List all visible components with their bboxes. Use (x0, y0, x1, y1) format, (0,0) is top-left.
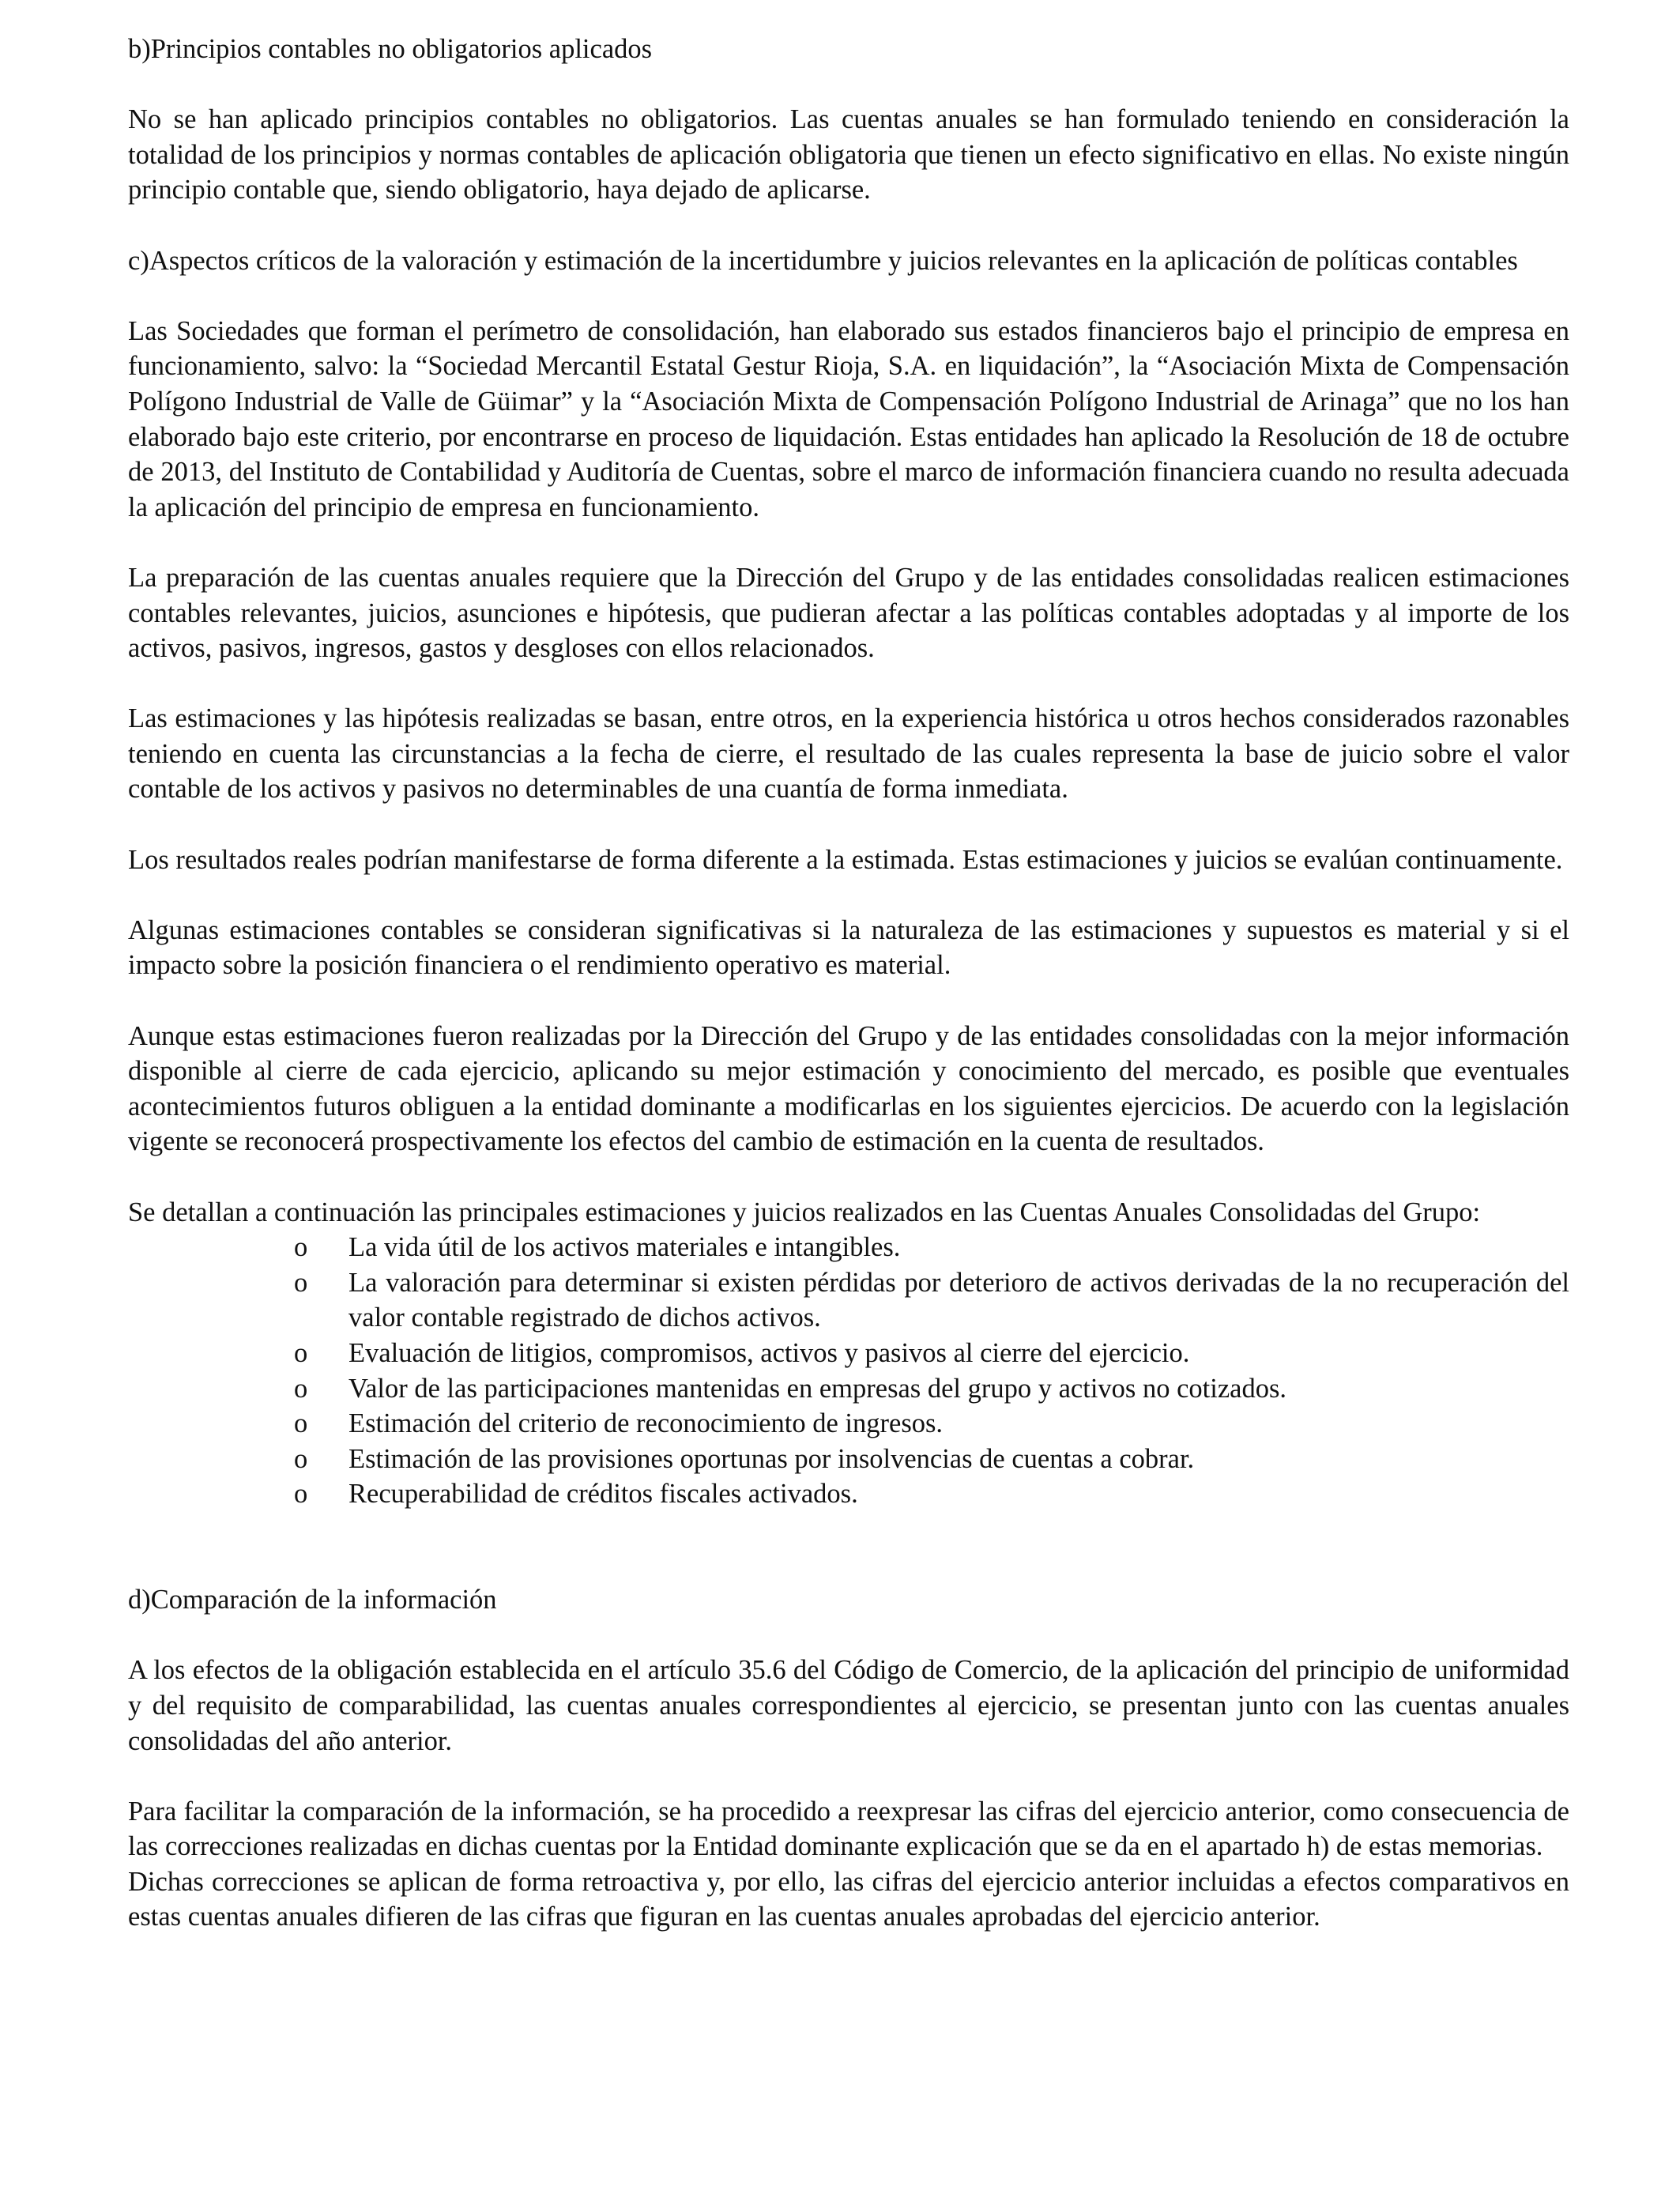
paragraph: A los efectos de la obligación establecida en el artículo 35.6 del Código de Comercio, de la aplicación del principio de uniformidad y del requisito de comparabilidad, las cuentas anuales correspondientes al ejercicio, se presentan junto con las cuentas anuales consolidadas del año anterior. (128, 1655, 1569, 1756)
list-item (128, 1476, 1569, 1512)
bullet-icon: o (294, 1479, 308, 1510)
list-item-text: Estimación de las provisiones oportunas por insolvencias de cuentas a cobrar. (348, 1443, 1195, 1474)
bullet-icon: o (294, 1232, 308, 1263)
list-item-text: Valor de las participaciones mantenidas en empresas del grupo y activos no cotizados. (348, 1373, 1286, 1404)
list-item-text: Estimación del criterio de reconocimiento de ingresos. (348, 1408, 944, 1439)
paragraph: Se detallan a continuación las principales estimaciones y juicios realizados en las Cuentas Anuales Consolidadas del Grupo: (128, 1197, 1481, 1227)
paragraph: Para facilitar la comparación de la información, se ha procedido a reexpresar las cifras del ejercicio anterior, como consecuencia de las correcciones realizadas en dichas cuentas por la Entidad dominante explicación que se da en el apartado h) de estas memorias. (128, 1796, 1569, 1862)
section-heading-c (128, 243, 1569, 279)
section-marker: d) (128, 1585, 151, 1615)
list-item-text: La valoración para determinar si existen pérdidas por deterioro de activos derivadas de la no recuperación del valor contable registrado de dichos activos. (348, 1267, 1569, 1333)
paragraph: No se han aplicado principios contables no obligatorios. Las cuentas anuales se han formulado teniendo en consideración la totalidad de los principios y normas contables de aplicación obligatoria que tienen un efecto significativo en ellas. No existe ningún principio contable que, siendo obligatorio, haya dejado de aplicarse. (128, 104, 1569, 205)
section-heading-b (128, 32, 1569, 67)
section-title: Aspectos críticos de la valoración y estimación de la incertidumbre y juicios relevantes en la aplicación de políticas contables (149, 245, 1518, 276)
paragraph: La preparación de las cuentas anuales requiere que la Dirección del Grupo y de las entidades consolidadas realicen estimaciones contables relevantes, juicios, asunciones e hipótesis, que pudieran afectar a las políticas contables adoptadas y al importe de los activos, pasivos, ingresos, gastos y desgloses con ellos relacionados. (128, 562, 1569, 664)
estimates-list (128, 1230, 1569, 1512)
list-item-text: La vida útil de los activos materiales e intangibles. (348, 1232, 901, 1263)
paragraph: Aunque estas estimaciones fueron realizadas por la Dirección del Grupo y de las entidades consolidadas con la mejor información disponible al cierre de cada ejercicio, aplicando su mejor estimación y conocimiento del mercado, es posible que eventuales acontecimientos futuros obliguen a la entidad dominante a modificarlas en los siguientes ejercicios. De acuerdo con la legislación vigente se reconocerá prospectivamente los efectos del cambio de estimación en la cuenta de resultados. (128, 1020, 1569, 1157)
section-title: Comparación de la información (150, 1585, 497, 1615)
bullet-icon: o (294, 1408, 308, 1439)
paragraph: Los resultados reales podrían manifestarse de forma diferente a la estimada. Estas estimaciones y juicios se evalúan continuamente. (128, 844, 1563, 875)
list-item (128, 1336, 1569, 1371)
section-marker: b) (128, 34, 151, 64)
section-title: Principios contables no obligatorios aplicados (150, 34, 653, 64)
list-item (128, 1442, 1569, 1477)
bullet-icon: o (294, 1373, 308, 1404)
paragraph: Las Sociedades que forman el perímetro de consolidación, han elaborado sus estados financieros bajo el principio de empresa en funcionamiento, salvo: la “Sociedad Mercantil Estatal Gestur Rioja, S.A. en liquidación”, la “Asociación Mixta de Compensación Polígono Industrial de Valle de Güimar” y la “Asociación Mixta de Compensación Polígono Industrial de Arinaga” que no los han elaborado bajo este criterio, por encontrarse en proceso de liquidación. Estas entidades han aplicado la Resolución de 18 de octubre de 2013, del Instituto de Contabilidad y Auditoría de Cuentas, sobre el marco de información financiera cuando no resulta adecuada la aplicación del principio de empresa en funcionamiento. (128, 315, 1569, 522)
section-marker: c) (128, 245, 149, 276)
list-item (128, 1406, 1569, 1442)
list-item (128, 1371, 1569, 1407)
list-item (128, 1265, 1569, 1336)
list-item (128, 1230, 1569, 1265)
paragraph: Dichas correcciones se aplican de forma retroactiva y, por ello, las cifras del ejercicio anterior incluidas a efectos comparativos en estas cuentas anuales difieren de las cifras que figuran en las cuentas anuales aprobadas del ejercicio anterior. (128, 1866, 1569, 1932)
bullet-icon: o (294, 1443, 308, 1474)
list-item-text: Recuperabilidad de créditos fiscales activados. (348, 1479, 858, 1510)
document-page (128, 32, 1569, 1935)
bullet-icon: o (294, 1267, 308, 1298)
section-heading-d (128, 1582, 1569, 1618)
list-item-text: Evaluación de litigios, compromisos, activos y pasivos al cierre del ejercicio. (348, 1337, 1190, 1368)
paragraph: Algunas estimaciones contables se consideran significativas si la naturaleza de las estimaciones y supuestos es material y si el impacto sobre la posición financiera o el rendimiento operativo es material. (128, 914, 1569, 981)
bullet-icon: o (294, 1337, 308, 1368)
paragraph: Las estimaciones y las hipótesis realizadas se basan, entre otros, en la experiencia histórica u otros hechos considerados razonables teniendo en cuenta las circunstancias a la fecha de cierre, el resultado de las cuales representa la base de juicio sobre el valor contable de los activos y pasivos no determinables de una cuantía de forma inmediata. (128, 703, 1569, 805)
